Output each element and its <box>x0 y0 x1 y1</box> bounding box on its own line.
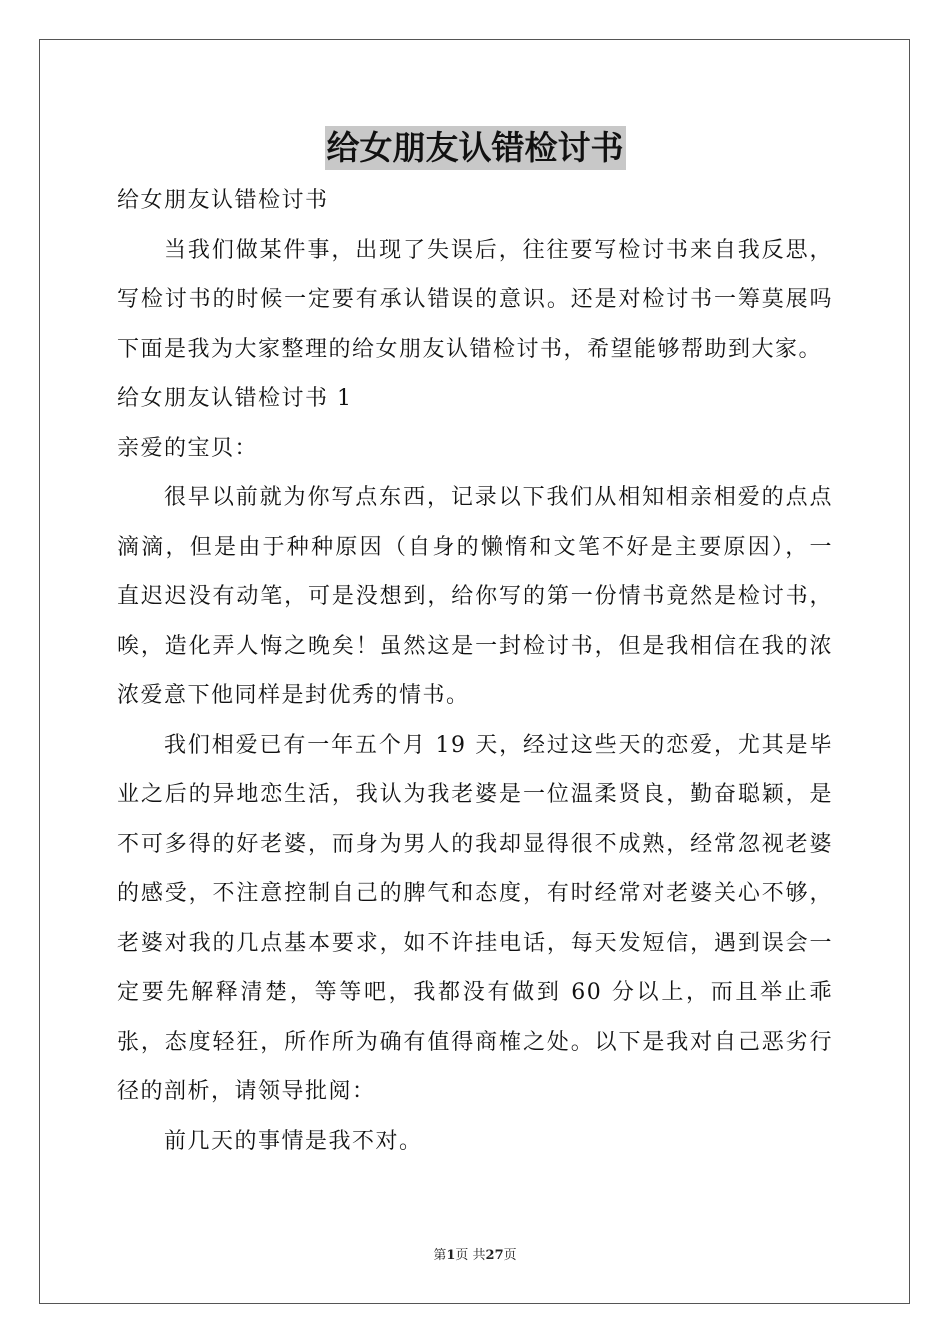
paragraph: 给女朋友认错检讨书 <box>117 188 329 213</box>
page-mid: 页 共 <box>455 1248 486 1263</box>
paragraph: 很早以前就为你写点东西，记录以下我们从相知相亲相爱的点点滴滴，但是由于种种原因（自身的懒惰和文笔不好是主要原因），一直迟迟没有动笔，可是没想到，给你写的第一份情书竟然是检讨书，唉，造化弄人悔之晚矣！虽然这是一封检讨书，但是我相信在我的浓浓爱意下他同样是封优秀的情书。 <box>117 485 833 708</box>
paragraph: 我们相爱已有一年五个月 19 天，经过这些天的恋爱，尤其是毕业之后的异地恋生活，我认为我老婆是一位温柔贤良，勤奋聪颖，是不可多得的好老婆，而身为男人的我却显得很不成熟，经常忽视老婆的感受，不注意控制自己的脾气和态度，有时经常对老婆关心不够，老婆对我的几点基本要求，如不许挂电话，每天发短信，遇到误会一定要先解释清楚，等等吧，我都没有做到 60 分以上，而且举止乖张，态度轻狂，所作所为确有值得商榷之处。以下是我对自己恶劣行径的剖析，请领导批阅： <box>117 732 833 1104</box>
salutation: 亲爱的宝贝： <box>117 435 259 461</box>
page-current: 1 <box>446 1248 456 1263</box>
page-suffix: 页 <box>503 1248 517 1263</box>
title-container <box>0 126 950 170</box>
page-total: 27 <box>485 1248 504 1263</box>
paragraph: 前几天的事情是我不对。 <box>164 1128 423 1154</box>
page-prefix: 第 <box>433 1248 447 1263</box>
document-body <box>117 176 833 1166</box>
paragraph: 当我们做某件事，出现了失误后，往往要写检讨书来自我反思，写检讨书的时候一定要有承认错误的意识。还是对检讨书一筹莫展吗下面是我为大家整理的给女朋友认错检讨书，希望能够帮助到大家。 <box>117 237 833 362</box>
document-title: 给女朋友认错检讨书 <box>325 126 626 170</box>
page-footer <box>0 1247 950 1265</box>
section-heading: 给女朋友认错检讨书 1 <box>117 386 353 411</box>
